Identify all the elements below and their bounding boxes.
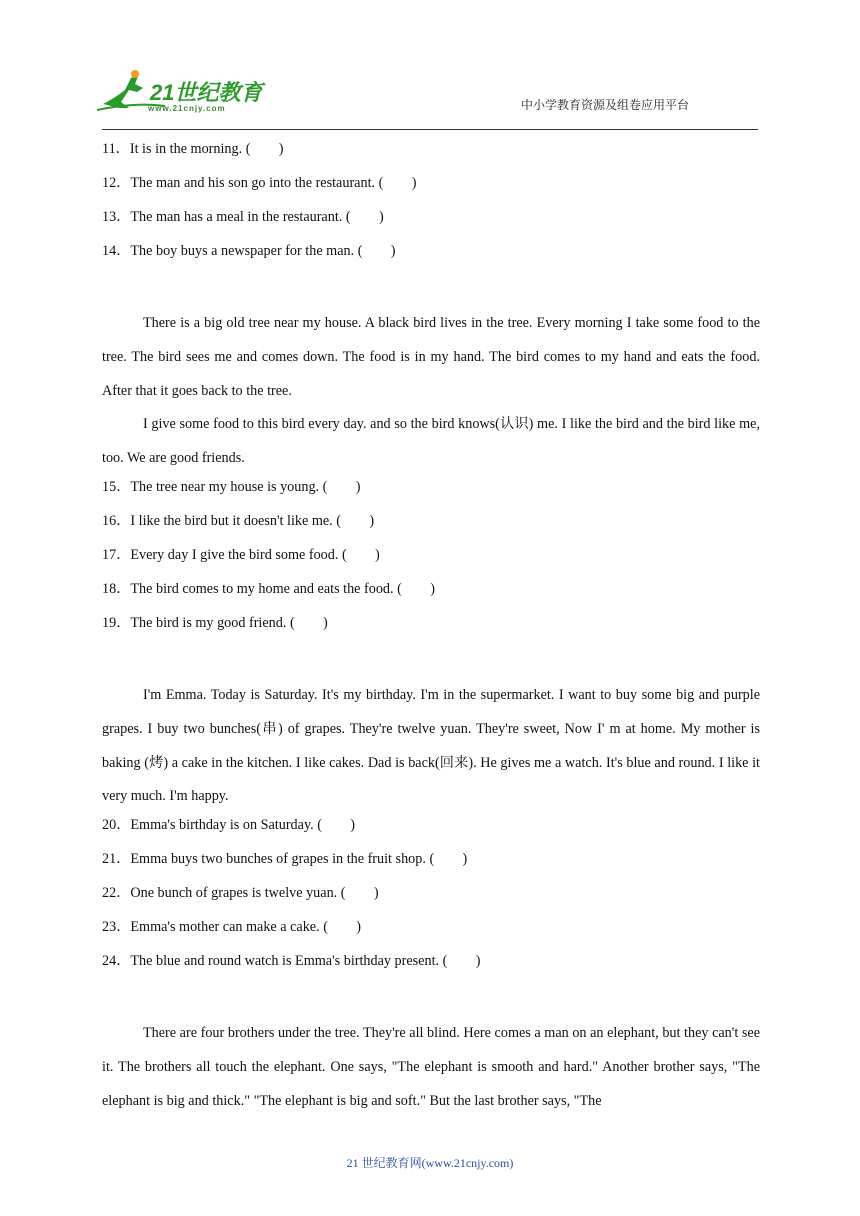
- question-item: 23．Emma's mother can make a cake. ( ): [102, 919, 362, 936]
- question-item: 18．The bird comes to my home and eats the food. ( ): [102, 580, 435, 597]
- passage-paragraph: I give some food to this bird every day. and so the bird knows(认识) me. I like the bird and the bird like me, too. We are good friends.: [102, 416, 760, 467]
- question-item: 22．One bunch of grapes is twelve yuan. ( ): [102, 885, 379, 902]
- page-header: [0, 0, 860, 135]
- question-list-b: [102, 476, 760, 646]
- question-item: 14．The boy buys a newspaper for the man. ( ): [102, 243, 396, 259]
- logo-url: www.21cnjy.com: [148, 104, 226, 113]
- question-item: 24．The blue and round watch is Emma's birthday present. ( ): [102, 953, 481, 970]
- header-divider: [102, 129, 758, 130]
- passage-emma: [102, 679, 760, 814]
- question-item: 13．The man has a meal in the restaurant. ( ): [102, 209, 384, 225]
- question-item: 20．Emma's birthday is on Saturday. ( ): [102, 817, 356, 834]
- passage-paragraph: There is a big old tree near my house. A black bird lives in the tree. Every morning I take some food to the tree. The bird sees me and comes down. The food is in my hand. The bird comes to my hand and eats the food. After that it goes back to the tree.: [102, 315, 760, 399]
- question-item: 11．It is in the morning. ( ): [102, 141, 284, 157]
- question-list-c: [102, 814, 760, 984]
- question-list-a: [102, 138, 760, 274]
- passage-bird: [102, 307, 760, 476]
- platform-title: 中小学教育资源及组卷应用平台: [521, 98, 690, 112]
- question-item: 17．Every day I give the bird some food. ( ): [102, 546, 380, 563]
- question-item: 21．Emma buys two bunches of grapes in the fruit shop. ( ): [102, 851, 468, 868]
- question-item: 19．The bird is my good friend. ( ): [102, 614, 328, 631]
- document-body: [102, 138, 760, 1119]
- passage-paragraph: There are four brothers under the tree. They're all blind. Here comes a man on an elephant, but they can't see it. The brothers all touch the elephant. One says, "The elephant is smooth and hard." Another brother says, "The elephant is big and thick." "The elephant is big and soft." But the last brother says, "The: [102, 1025, 760, 1109]
- question-item: 16．I like the bird but it doesn't like me. ( ): [102, 512, 375, 529]
- page-footer: 21 世纪教育网(www.21cnjy.com): [346, 1156, 514, 1170]
- question-item: 12．The man and his son go into the restaurant. ( ): [102, 175, 417, 191]
- passage-elephant: [102, 1017, 760, 1118]
- passage-paragraph: I'm Emma. Today is Saturday. It's my birthday. I'm in the supermarket. I want to buy some big and purple grapes. I buy two bunches(串) of grapes. They're twelve yuan. They're sweet, Now I' m at home. My mother is baking (烤) a cake in the kitchen. I like cakes. Dad is back(回来). He gives me a watch. It's blue and round. I like it very much. I'm happy.: [102, 686, 760, 805]
- logo-text: 21世纪教育: [150, 80, 263, 105]
- question-item: 15．The tree near my house is young. ( ): [102, 478, 361, 495]
